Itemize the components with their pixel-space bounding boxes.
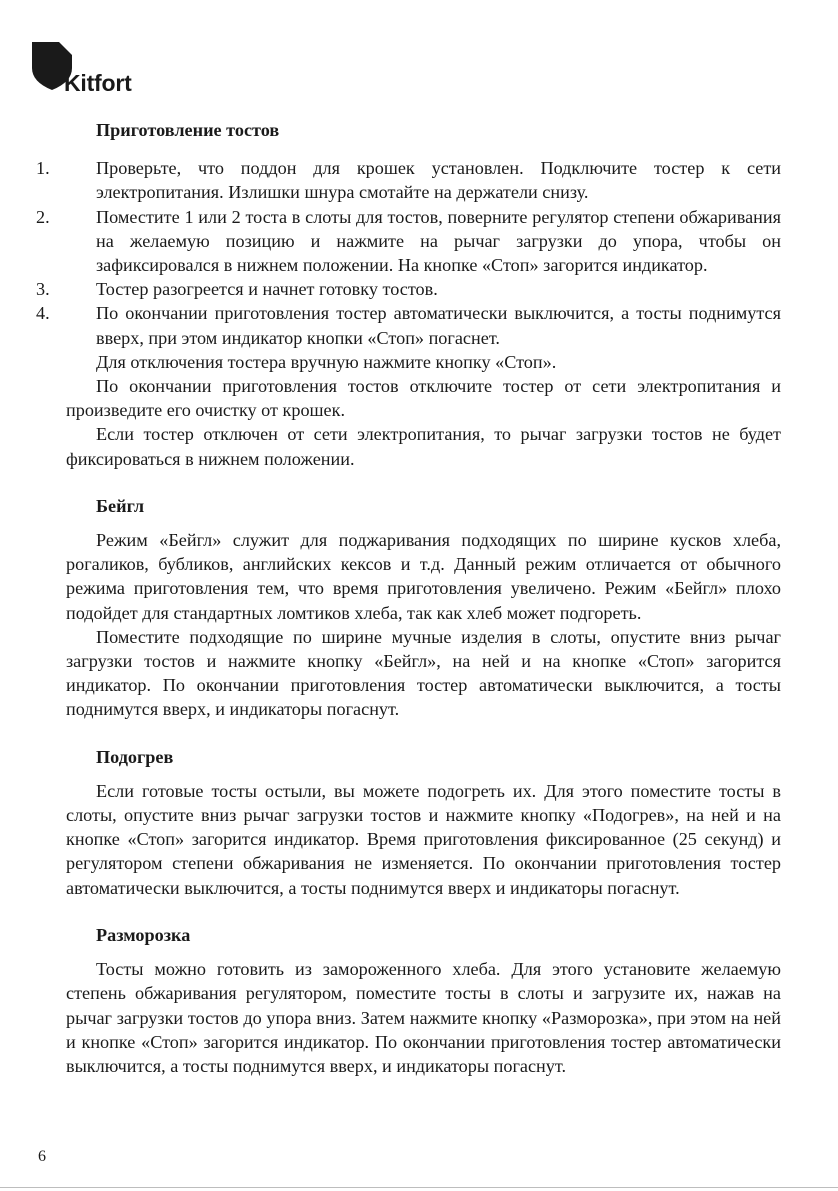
- list-item: [36, 277, 781, 301]
- list-item: [36, 156, 781, 204]
- manual-off-note: Для отключения тостера вручную нажмите кнопку «Стоп».: [96, 351, 557, 372]
- section-title-reheat: Подогрев: [96, 746, 174, 767]
- paragraph: Если тостер отключен от сети электропитания, то рычаг загрузки тостов не будет фиксироваться в нижнем положении.: [66, 424, 781, 469]
- list-item: [36, 205, 781, 278]
- paragraph: Режим «Бейгл» служит для поджаривания подходящих по ширине кусков хлеба, рогаликов, бубликов, английских кексов и т.д. Данный режим отличается от обычного режима приготовления тем, что время приготовления увеличено. Режим «Бейгл» плохо подойдет для стандартных ломтиков хлеба, так как хлеб может подгореть.: [66, 530, 781, 623]
- step-text: По окончании приготовления тостер автоматически выключится, а тосты поднимутся вверх, при этом индикатор кнопки «Стоп» погаснет.: [96, 303, 781, 348]
- section-title-bagel: Бейгл: [96, 495, 145, 516]
- step-number: 2.: [36, 206, 50, 227]
- step-number: 1.: [36, 158, 50, 179]
- list-item: [36, 301, 781, 349]
- step-text: Поместите 1 или 2 тоста в слоты для тостов, поверните регулятор степени обжаривания на желаемую позицию и нажмите на рычаг загрузки до упора, чтобы он зафиксировался в нижнем положении. На кнопке «Стоп» загорится индикатор.: [96, 206, 781, 276]
- paragraph: Если готовые тосты остыли, вы можете подогреть их. Для этого поместите тосты в слоты, опустите вниз рычаг загрузки тостов и нажмите кнопку «Подогрев», на ней и на кнопке «Стоп» загорится индикатор. Время приготовления фиксированное (25 секунд) и регулятором степени обжаривания не изменяется. По окончании приготовления тостер автоматически выключится, а тосты поднимутся вверх и индикаторы погаснут.: [66, 780, 781, 898]
- step-text: Тостер разогреется и начнет готовку тостов.: [96, 279, 438, 300]
- brand-name: Kitfort: [64, 70, 132, 96]
- paragraph: По окончании приготовления тостов отключите тостер от сети электропитания и произведите его очистку от крошек.: [66, 376, 781, 421]
- section-title-defrost: Разморозка: [96, 924, 191, 945]
- step-number: 3.: [36, 279, 50, 300]
- paragraph: Тосты можно готовить из замороженного хлеба. Для этого установите желаемую степень обжаривания регулятором, поместите тосты в слоты и загрузите их, нажав на рычаг загрузки тостов до упора вниз. Затем нажмите кнопку «Разморозка», при этом на ней и кнопке «Стоп» загорится индикатор. По окончании приготовления тостер автоматически выключится, а тосты поднимутся вверх, и индикаторы погаснут.: [66, 959, 781, 1076]
- paragraph: Поместите подходящие по ширине мучные изделия в слоты, опустите вниз рычаг загрузки тостов и нажмите кнопку «Бейгл», на ней и на кнопке «Стоп» загорится индикатор. По окончании приготовления тостер автоматически выключится, а тосты поднимутся вверх, и индикаторы погаснут.: [66, 626, 781, 720]
- document-body: [36, 118, 781, 1078]
- page-bottom-divider: [0, 1187, 838, 1188]
- brand-logo: [32, 42, 152, 98]
- page-number: 6: [38, 1148, 46, 1165]
- toast-steps-list: [36, 156, 781, 350]
- step-number: 4.: [36, 303, 50, 324]
- step-text: Проверьте, что поддон для крошек установлен. Подключите тостер к сети электропитания. Излишки шнура смотайте на держатели снизу.: [96, 158, 781, 203]
- section-title-toast: Приготовление тостов: [96, 120, 280, 140]
